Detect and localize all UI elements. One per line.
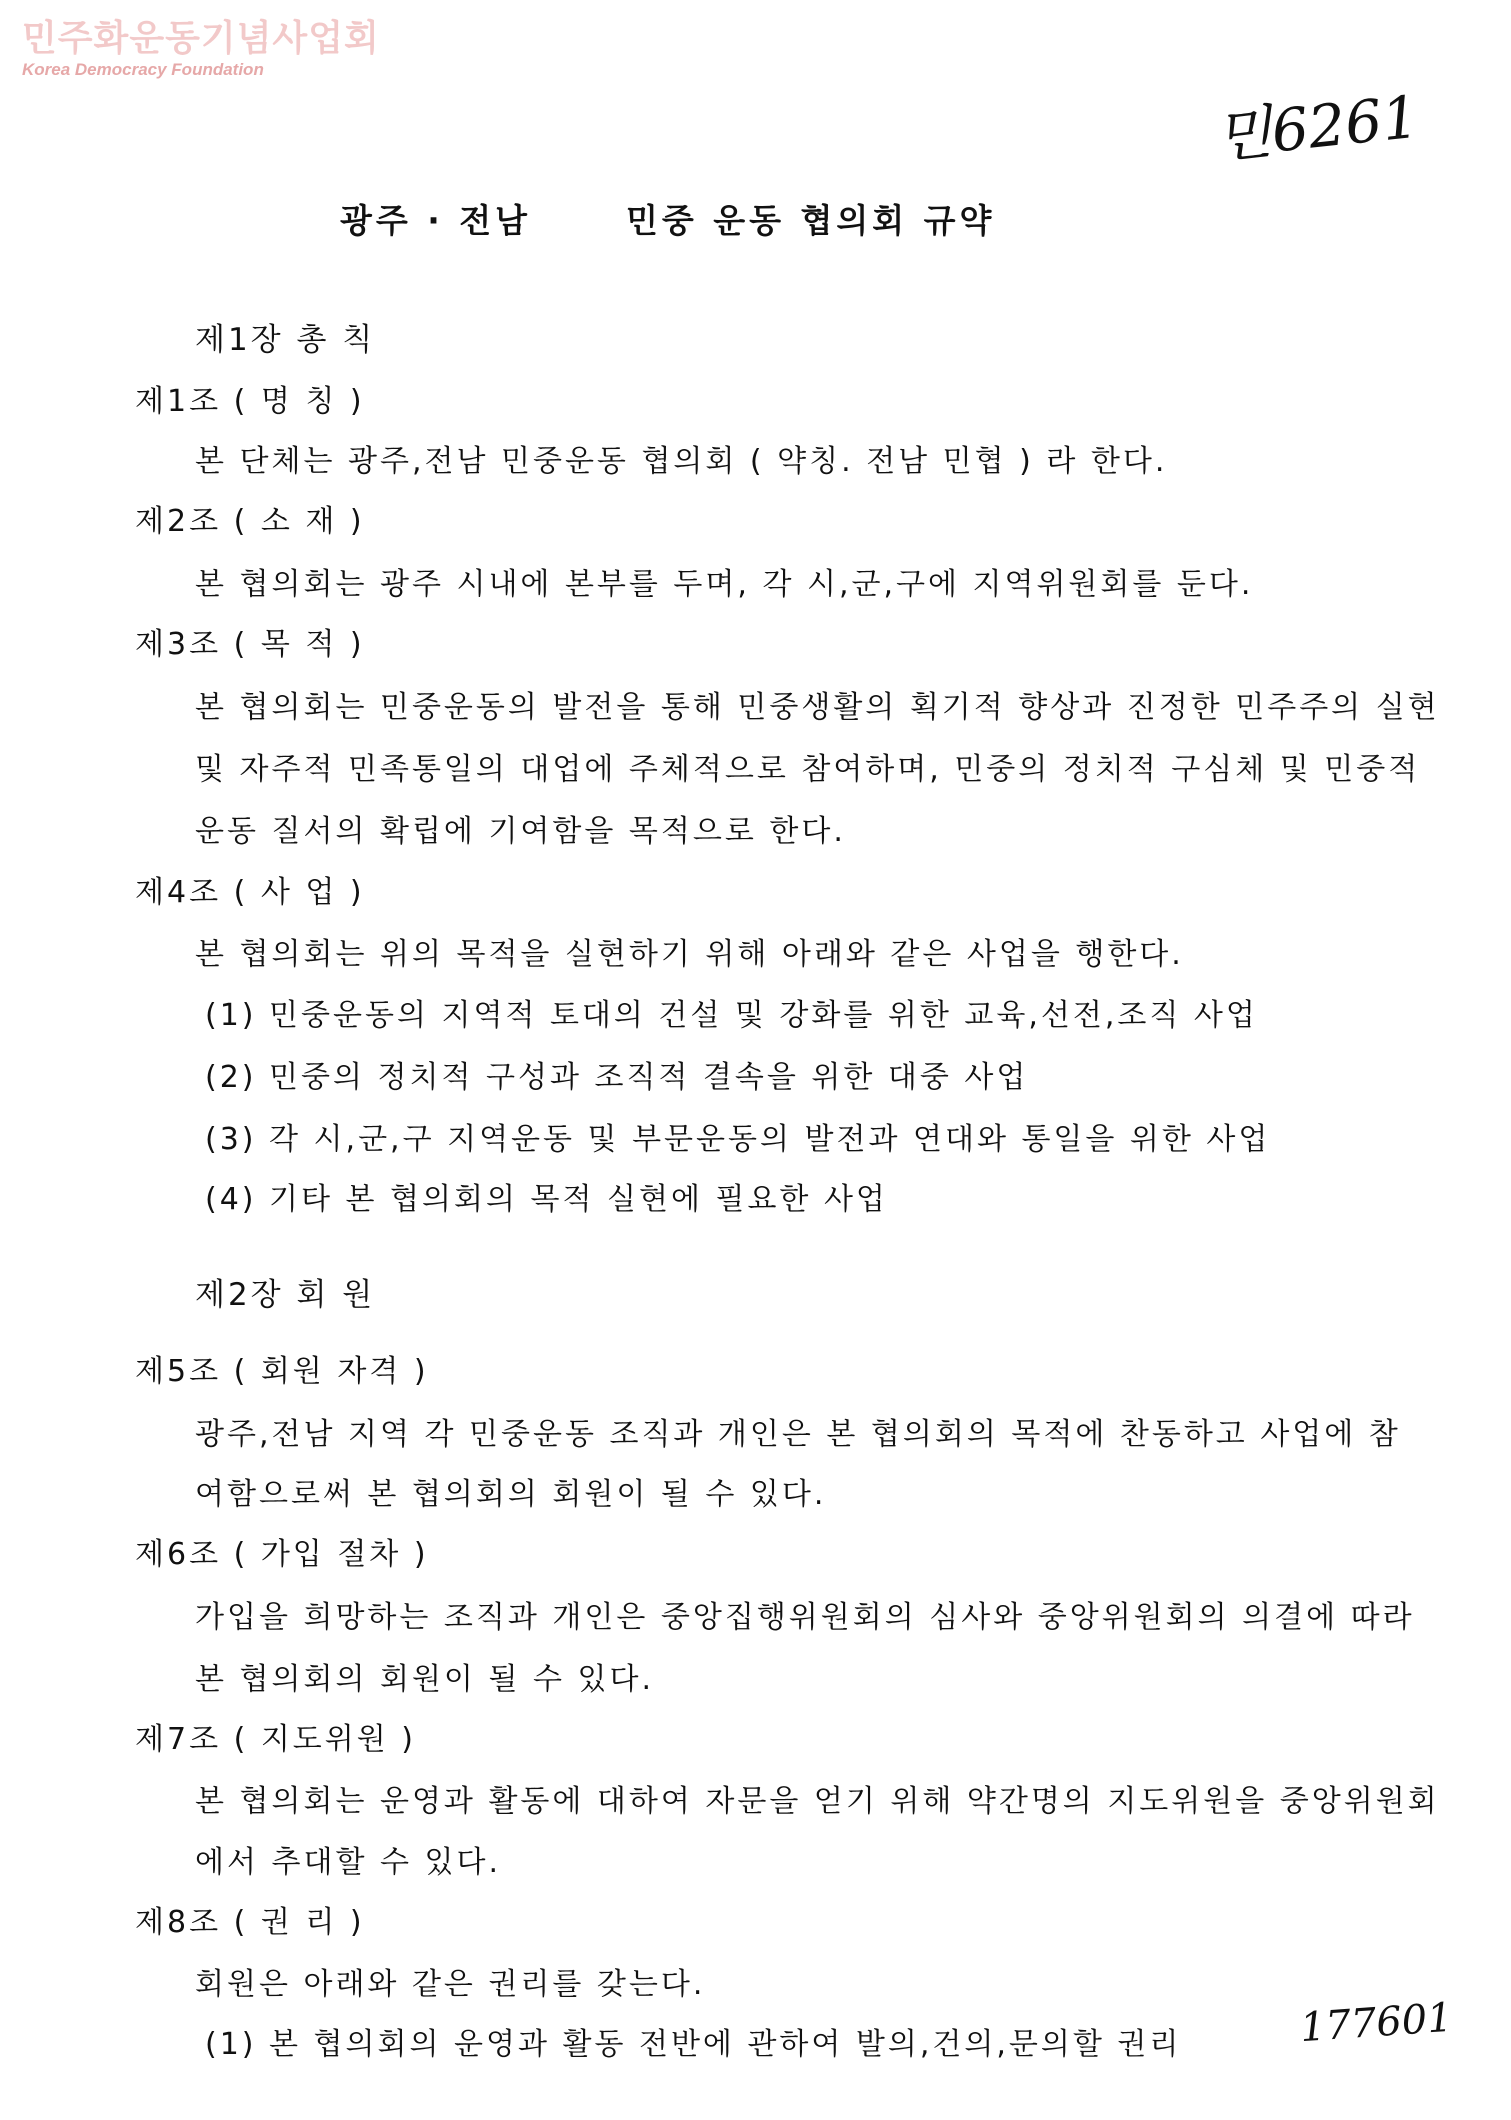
- article-body-line: 가입을 희망하는 조직과 개인은 중앙집행위원회의 심사와 중앙위원회의 의결에 따라: [195, 1600, 1415, 1635]
- list-item: (1) 본 협의회의 운영과 활동 전반에 관하여 발의,건의,문의할 권리: [205, 2027, 1182, 2062]
- article-body-line: 본 협의회는 민중운동의 발전을 통해 민중생활의 획기적 향상과 진정한 민주주의 실현: [195, 690, 1440, 725]
- list-item: (4) 기타 본 협의회의 목적 실현에 필요한 사업: [205, 1182, 888, 1217]
- article-heading: 제8조 ( 권 리 ): [135, 1905, 365, 1940]
- title-region: 광주 · 전남: [340, 201, 532, 240]
- handwritten-page-number: 177601: [1298, 1994, 1455, 2052]
- handwritten-doc-number: 민6261: [1212, 82, 1423, 172]
- article-heading: 제3조 ( 목 적 ): [135, 627, 365, 662]
- chapter-heading: 제1장 총 칙: [195, 322, 376, 358]
- article-body-line: 여함으로써 본 협의회의 회원이 될 수 있다.: [195, 1477, 827, 1512]
- article-heading: 제7조 ( 지도위원 ): [135, 1722, 416, 1757]
- watermark-english: Korea Democracy Foundation: [22, 60, 264, 79]
- article-body-line: 본 협의회는 광주 시내에 본부를 두며, 각 시,군,구에 지역위원회를 둔다.: [195, 567, 1254, 602]
- list-item: (1) 민중운동의 지역적 토대의 건설 및 강화를 위한 교육,선전,조직 사업: [205, 998, 1258, 1033]
- article-body-line: 본 협의회는 위의 목적을 실현하기 위해 아래와 같은 사업을 행한다.: [195, 937, 1184, 972]
- list-item: (3) 각 시,군,구 지역운동 및 부문운동의 발전과 연대와 통일을 위한 사업: [205, 1122, 1271, 1157]
- chapter-heading: 제2장 회 원: [195, 1277, 376, 1313]
- article-body-line: 본 단체는 광주,전남 민중운동 협의회 ( 약칭. 전남 민협 ) 라 한다.: [195, 444, 1168, 479]
- list-item: (2) 민중의 정치적 구성과 조직적 결속을 위한 대중 사업: [205, 1060, 1029, 1095]
- article-body-line: 회원은 아래와 같은 권리를 갖는다.: [195, 1967, 706, 2002]
- article-heading: 제2조 ( 소 재 ): [135, 504, 365, 539]
- article-heading: 제1조 ( 명 칭 ): [135, 384, 365, 419]
- watermark-korean: 민주화운동기념사업회: [22, 18, 380, 59]
- article-body-line: 에서 추대할 수 있다.: [195, 1845, 501, 1880]
- article-body-line: 운동 질서의 확립에 기여함을 목적으로 한다.: [195, 814, 846, 849]
- article-body-line: 및 자주적 민족통일의 대업에 주체적으로 참여하며, 민중의 정치적 구심체 및 민중적: [195, 752, 1421, 787]
- article-heading: 제4조 ( 사 업 ): [135, 875, 365, 910]
- title-name: 민중 운동 협의회 규약: [626, 201, 996, 240]
- article-body-line: 광주,전남 지역 각 민중운동 조직과 개인은 본 협의회의 목적에 찬동하고 사업에 참: [195, 1417, 1401, 1452]
- article-heading: 제6조 ( 가입 절차 ): [135, 1537, 429, 1572]
- foundation-watermark: [22, 18, 380, 80]
- article-heading: 제5조 ( 회원 자격 ): [135, 1354, 429, 1389]
- document-title: [340, 195, 995, 242]
- article-body-line: 본 협의회는 운영과 활동에 대하여 자문을 얻기 위해 약간명의 지도위원을 중앙위원회: [195, 1784, 1440, 1819]
- article-body-line: 본 협의회의 회원이 될 수 있다.: [195, 1662, 654, 1697]
